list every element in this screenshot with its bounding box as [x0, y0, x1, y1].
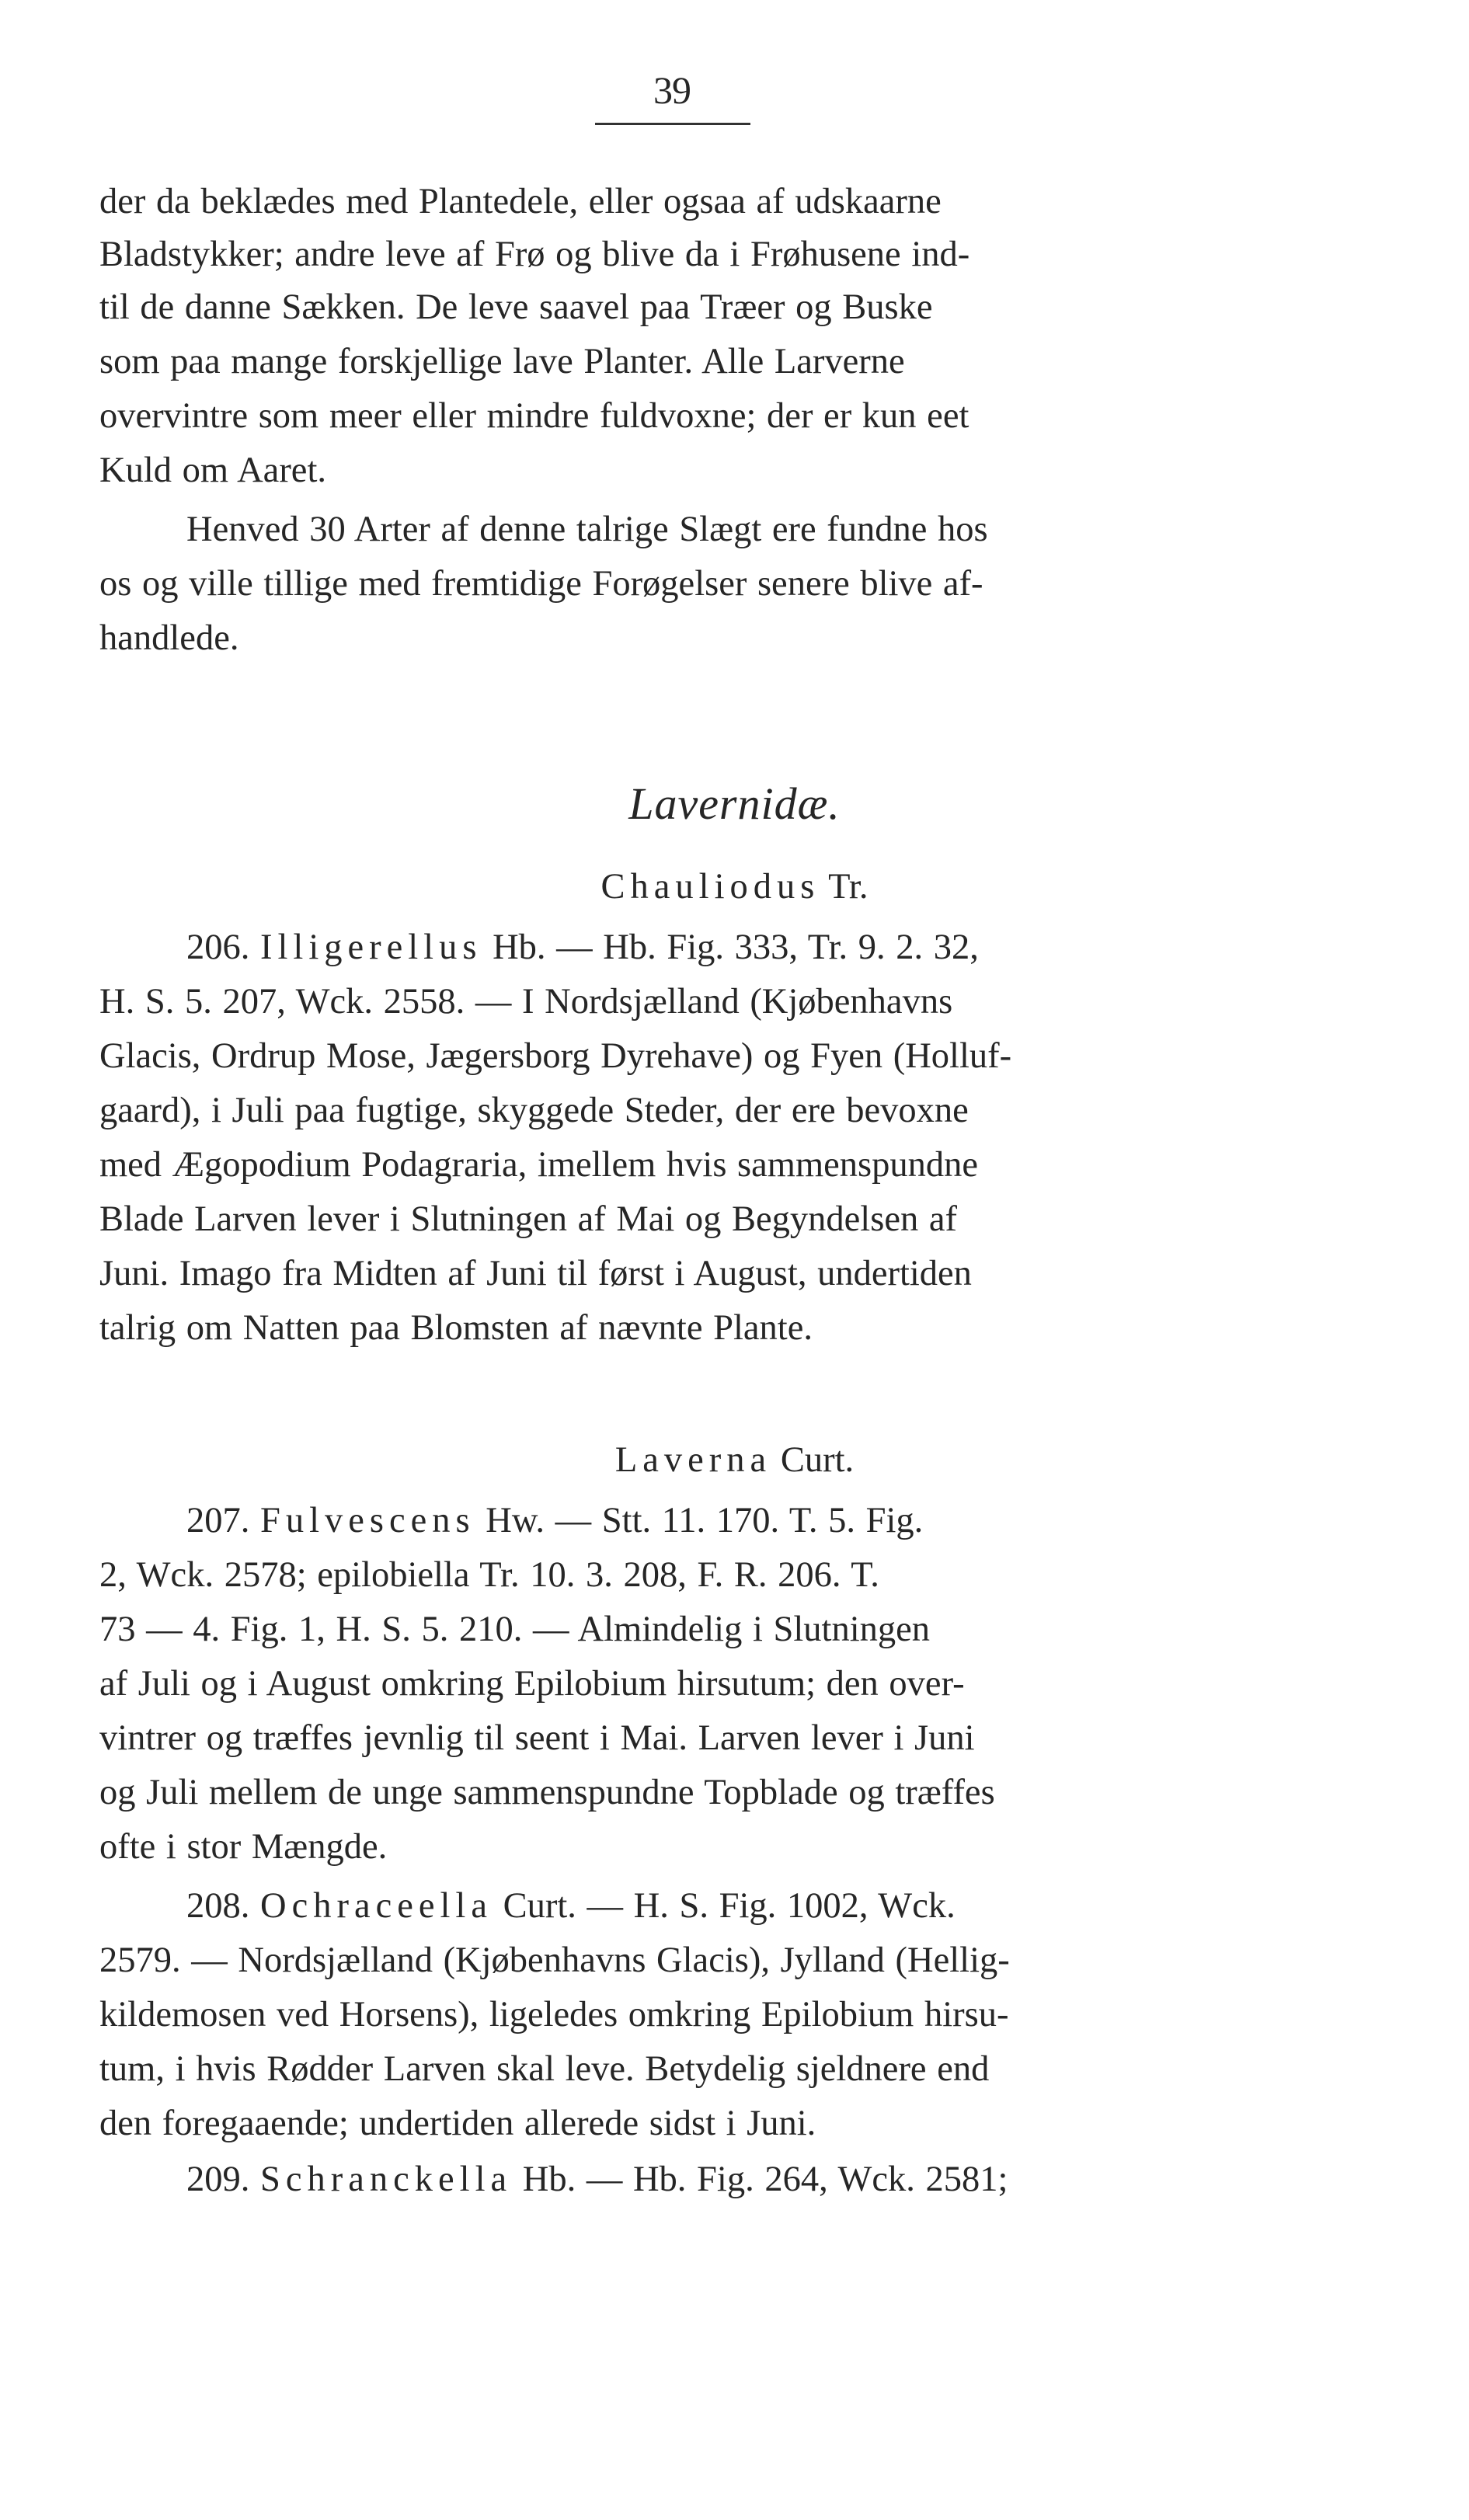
entry-first-line [186, 921, 979, 974]
entry-text: Hb. — Hb. Fig. 333, Tr. 9. 2. 32, [482, 928, 979, 967]
species-name: Illigerellus [260, 928, 482, 967]
text-line: Bladstykker; andre leve af Frø og blive da i Frøhusene ind- [99, 235, 970, 274]
species-name: Schranckella [260, 2160, 513, 2199]
genus-heading [0, 861, 1469, 914]
entry-line: H. S. 5. 207, Wck. 2558. — I Nordsjælland (Kjøbenhavns [99, 982, 953, 1022]
entry-text: Hw. — Stt. 11. 170. T. 5. Fig. [475, 1501, 924, 1540]
genus-author: Tr. [820, 867, 869, 907]
entry-line: med Ægopodium Podagraria, imellem hvis sammenspundne [99, 1145, 978, 1185]
text-line: overvintre som meer eller mindre fuldvoxne; der er kun eet [99, 396, 969, 436]
entry-number: 209. [186, 2160, 250, 2199]
genus-author: Curt. [771, 1440, 855, 1480]
species-name: Fulvescens [260, 1501, 475, 1540]
entry-line: Juni. Imago fra Midten af Juni til først i August, undertiden [99, 1254, 972, 1293]
entry-line: tum, i hvis Rødder Larven skal leve. Betydelig sjeldnere end [99, 2049, 990, 2089]
text-line: til de danne Sækken. De leve saavel paa Træer og Buske [99, 287, 933, 327]
entry-line: den foregaaende; undertiden allerede sidst i Juni. [99, 2104, 816, 2143]
entry-line: kildemosen ved Horsens), ligeledes omkring Epilobium hirsu- [99, 1995, 1009, 2034]
genus-heading [0, 1434, 1469, 1487]
entry-text: Curt. — H. S. Fig. 1002, Wck. [493, 1886, 956, 1926]
entry-first-line [186, 2153, 1008, 2206]
entry-line: og Juli mellem de unge sammenspundne Topblade og træffes [99, 1773, 995, 1812]
entry-text: Hb. — Hb. Fig. 264, Wck. 2581; [512, 2160, 1008, 2199]
page-number-rule [595, 123, 750, 125]
text-line: Kuld om Aaret. [99, 451, 326, 490]
text-line: handlede. [99, 618, 239, 658]
species-name: Ochraceella [260, 1886, 493, 1926]
text-line: der da beklædes med Plantedele, eller ogsaa af udskaarne [99, 182, 942, 221]
entry-line: ofte i stor Mængde. [99, 1827, 388, 1867]
entry-number: 207. [186, 1501, 250, 1540]
entry-line: Glacis, Ordrup Mose, Jægersborg Dyrehave) og Fyen (Holluf- [99, 1036, 1012, 1076]
entry-line: 73 — 4. Fig. 1, H. S. 5. 210. — Almindelig i Slutningen [99, 1610, 931, 1649]
entry-line: vintrer og træffes jevnlig til seent i Mai. Larven lever i Juni [99, 1718, 975, 1758]
entry-line: gaard), i Juli paa fugtige, skyggede Steder, der ere bevoxne [99, 1091, 969, 1130]
entry-first-line [186, 1880, 956, 1933]
entry-line: af Juli og i August omkring Epilobium hirsutum; den over- [99, 1664, 965, 1704]
text-line: som paa mange forskjellige lave Planter. Alle Larverne [99, 342, 905, 381]
family-heading: Lavernidæ. [628, 778, 841, 829]
page-number: 39 [653, 68, 691, 112]
entry-line: talrig om Natten paa Blomsten af nævnte Plante. [99, 1308, 813, 1348]
entry-first-line [186, 1495, 923, 1547]
entry-line: 2, Wck. 2578; epilobiella Tr. 10. 3. 208, F. R. 206. T. [99, 1555, 879, 1595]
entry-number: 208. [186, 1886, 250, 1926]
text-line: os og ville tillige med fremtidige Forøgelser senere blive af- [99, 564, 983, 604]
genus-name: Laverna [614, 1440, 772, 1480]
entry-line: 2579. — Nordsjælland (Kjøbenhavns Glacis), Jylland (Hellig- [99, 1940, 1010, 1980]
entry-line: Blade Larven lever i Slutningen af Mai og Begyndelsen af [99, 1199, 957, 1239]
entry-number: 206. [186, 928, 250, 967]
text-line: Henved 30 Arter af denne talrige Slægt ere fundne hos [186, 510, 988, 549]
genus-name: Chauliodus [600, 867, 820, 907]
